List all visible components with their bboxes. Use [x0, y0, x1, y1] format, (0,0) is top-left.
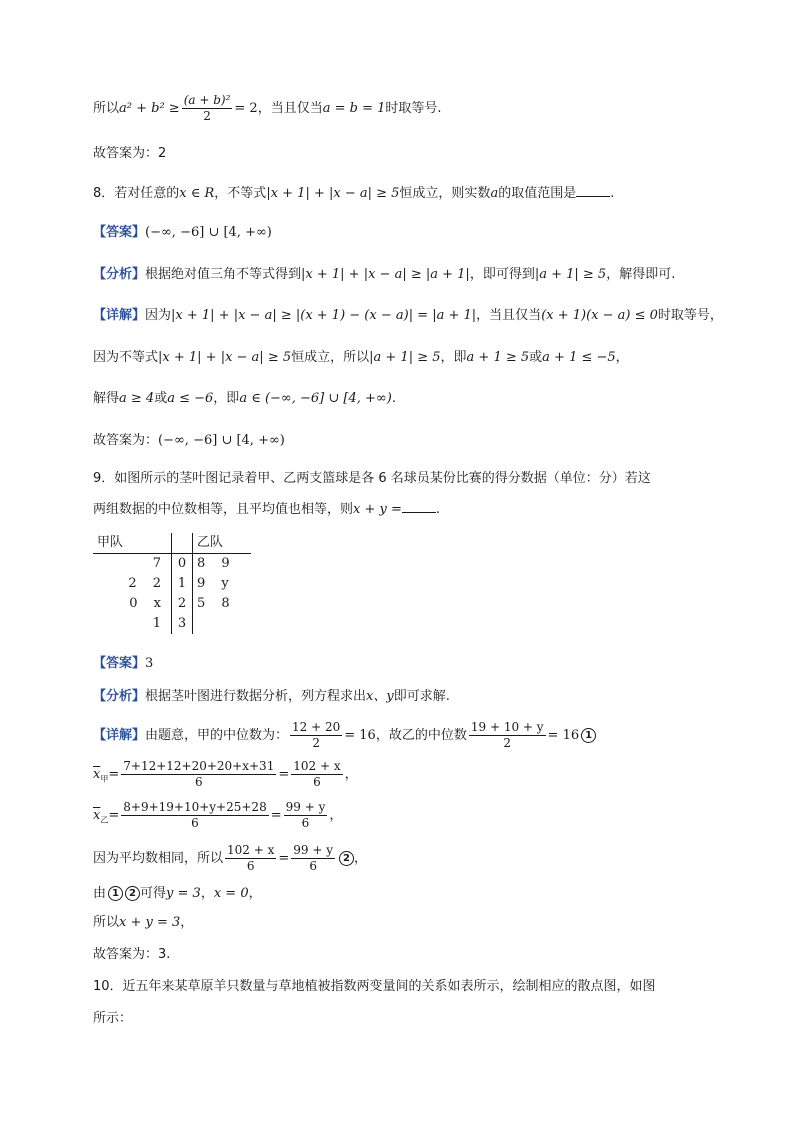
question-9: 9．如图所示的茎叶图记录着甲、乙两支篮球是各 6 名球员某份比赛的得分数据（单位：分）若这: [93, 471, 651, 486]
fraction: $\frac{102 + x}{6}$: [227, 843, 275, 873]
mean-line: $\overline{x}_乙=$ $\frac{8+9+19+10+y+25+28}{6}$ = $\frac{99 + y}{6}$ ，: [93, 800, 343, 830]
table-row: 0 x 2 5 8: [93, 594, 251, 614]
circled-number: 1: [581, 728, 596, 743]
fraction: $\frac{12 + 20}{2}$: [292, 720, 341, 750]
detail-line: 【详解】由题意，甲的中位数为： $\frac{12 + 20}{2}$ = 16，故乙的中位数 $\frac{19 + 10 + y}{2}$ = 16 1: [93, 720, 596, 751]
question-8: 8．若对任意的x ∈ R，不等式|x + 1| + |x − a| ≥ 5恒成立，则实数a的取值范围是 .: [93, 186, 615, 201]
circled-number: 2: [339, 851, 354, 866]
fraction: $\frac{99 + y}{6}$: [285, 800, 326, 830]
question-10: 10．近五年来某草原羊只数量与草地植被指数两变量间的关系如表所示，绘制相应的散点图，如图: [93, 979, 656, 994]
fraction: $\frac{8+9+19+10+y+25+28}{6}$: [123, 800, 267, 830]
answer-line: 【答案】(−∞, −6] ∪ [4, +∞): [93, 225, 272, 240]
table-row: 7 0 8 9: [93, 554, 251, 575]
analysis-tag: 【分析】: [93, 689, 146, 704]
answer-tag: 【答案】: [93, 656, 146, 671]
answer-tag: 【答案】: [93, 225, 146, 240]
question-9-continued: 两组数据的中位数相等，且平均值也相等，则x + y = .: [93, 502, 441, 517]
math-expression: a² + b² ≥: [119, 101, 180, 116]
detail-line: 【详解】因为|x + 1| + |x − a| ≥ |(x + 1) − (x − a)| = |a + 1|，当且仅当(x + 1)(x − a) ≤ 0时取等号，: [93, 308, 723, 323]
table-row: 2 2 1 9 y: [93, 574, 251, 594]
table-header: 甲队 乙队: [93, 533, 251, 554]
question-10-continued: 所示：: [93, 1011, 133, 1026]
analysis-line: 【分析】根据茎叶图进行数据分析，列方程求出x、y即可求解.: [93, 689, 450, 704]
mean-line: $\overline{x}_甲=$ $\frac{7+12+12+20+20+x+31}{6}$ = $\frac{102 + x}{6}$ ，: [93, 759, 358, 789]
final-answer-line: 故答案为：(−∞, −6] ∪ [4, +∞): [93, 433, 285, 448]
fraction: $\frac{99 + y}{6}$: [293, 843, 334, 873]
final-answer-line: 故答案为：3.: [93, 947, 171, 962]
answer-line: 故答案为：2: [93, 146, 167, 161]
detail-line: 因为不等式|x + 1| + |x − a| ≥ 5恒成立，所以|a + 1| ≥ 5，即a + 1 ≥ 5或a + 1 ≤ −5，: [93, 350, 629, 365]
circled-number: 1: [108, 886, 123, 901]
fraction: $\frac{7+12+12+20+20+x+31}{6}$: [123, 759, 275, 789]
stem-leaf-table: [93, 533, 251, 634]
solve-line: 由 1 2 可得y = 3，x = 0，: [93, 886, 262, 901]
equation-line: 因为平均数相同，所以 $\frac{102 + x}{6}$ = $\frac{99 + y}{6}$ 2 ，: [93, 843, 368, 873]
detail-tag: 【详解】: [93, 308, 146, 323]
analysis-line: 【分析】根据绝对值三角不等式得到|x + 1| + |x − a| ≥ |a + 1|，即可得到|a + 1| ≥ 5，解得即可.: [93, 267, 676, 282]
fraction: $\frac{102 + x}{6}$: [293, 759, 341, 789]
detail-tag: 【详解】: [93, 728, 146, 743]
fraction: $\frac{19 + 10 + y}{2}$: [470, 720, 544, 750]
sum-line: 所以x + y = 3，: [93, 915, 194, 930]
detail-line: 解得a ≥ 4或a ≤ −6，即a ∈ (−∞, −6] ∪ [4, +∞).: [93, 391, 396, 406]
circled-number: 2: [125, 886, 140, 901]
table-row: 1 3: [93, 614, 251, 634]
analysis-tag: 【分析】: [93, 267, 146, 282]
fraction: $\frac{\text{(a + b)²}}{2}$: [183, 93, 231, 123]
text-line: 所以a² + b² ≥ $\frac{\text{(a + b)²}}{2}$ = 2，当且仅当a = b = 1时取等号.: [93, 93, 442, 123]
answer-line: 【答案】3: [93, 656, 154, 671]
answer-blank: [402, 500, 436, 513]
answer-blank: [576, 184, 610, 197]
